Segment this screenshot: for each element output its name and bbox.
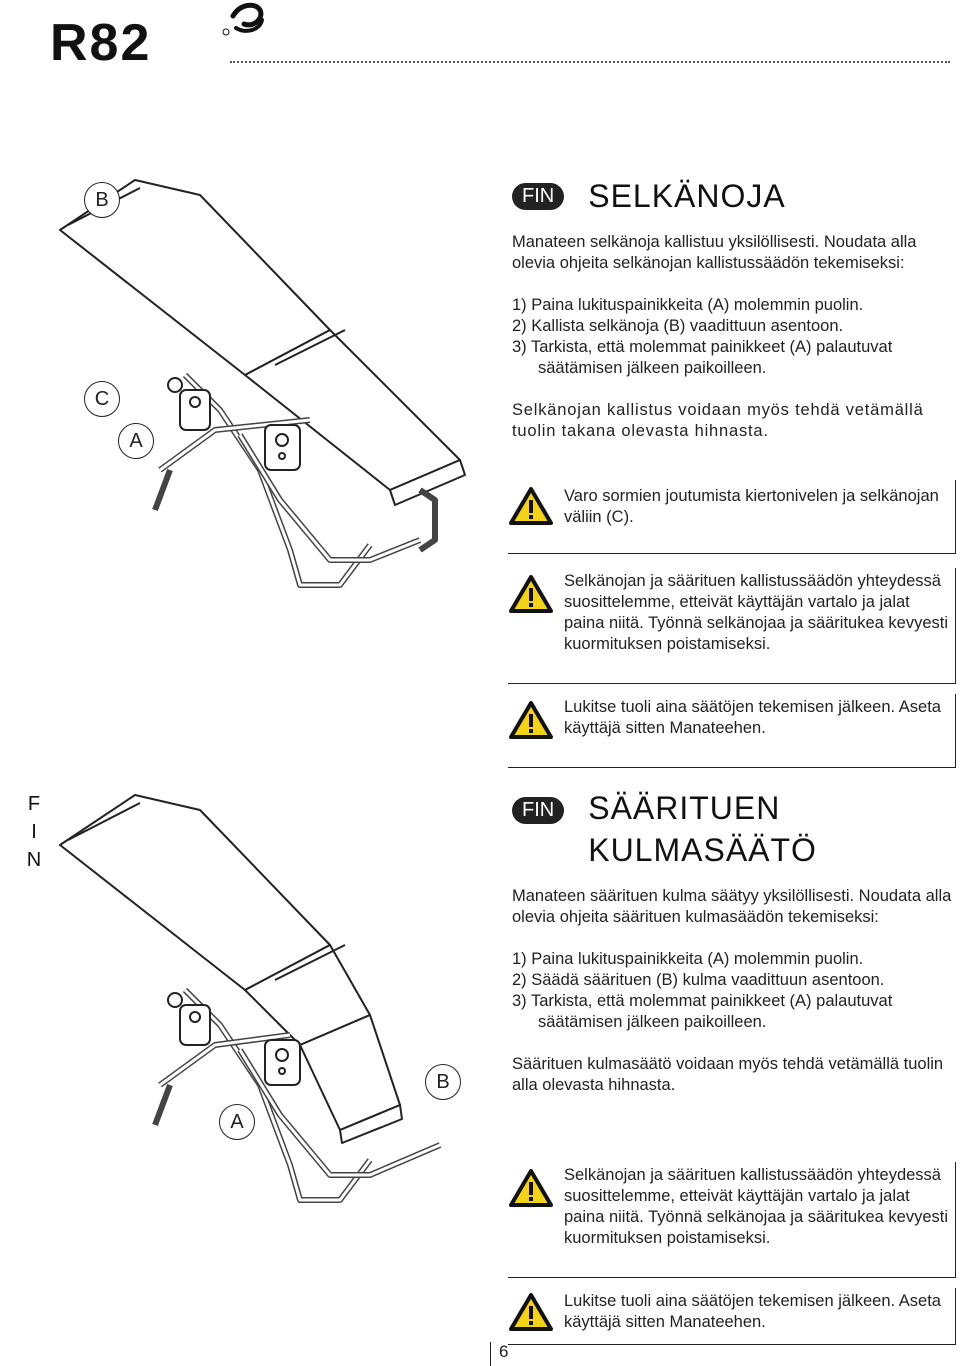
warning-icon bbox=[508, 700, 554, 745]
callout-a-backrest: A bbox=[118, 423, 154, 459]
section-title-line-1: SÄÄRITUEN bbox=[588, 790, 781, 826]
warning-box-3 bbox=[508, 694, 956, 768]
side-letter-i: I bbox=[31, 821, 37, 843]
warning-icon bbox=[508, 1292, 554, 1337]
callout-b-backrest: B bbox=[84, 182, 120, 218]
section-title-line-2: KULMASÄÄTÖ bbox=[588, 832, 817, 868]
brand-logo bbox=[50, 2, 265, 64]
note-text: Selkänojan kallistus voidaan myös tehdä vetämällä tuolin takana olevasta hihnasta. bbox=[512, 401, 924, 440]
warning-box-1 bbox=[508, 480, 956, 554]
warning-box-5 bbox=[508, 1288, 956, 1345]
section-title bbox=[588, 787, 817, 871]
section-intro bbox=[512, 232, 952, 274]
step-2: 2) Säädä säärituen (B) kulma vaadittuun asentoon. bbox=[512, 971, 885, 989]
warning-text-1: Varo sormien joutumista kiertonivelen ja selkänojan väliin (C). bbox=[564, 487, 939, 526]
step-1: 1) Paina lukituspainikkeita (A) molemmin puolin. bbox=[512, 296, 864, 314]
section-legrest-heading bbox=[512, 787, 952, 871]
step-2: 2) Kallista selkänoja (B) vaadittuun asentoon. bbox=[512, 317, 844, 335]
section-backrest-heading bbox=[512, 175, 952, 217]
side-letter-n: N bbox=[26, 849, 42, 871]
warning-box-4 bbox=[508, 1162, 956, 1278]
callout-c-backrest: C bbox=[84, 381, 120, 417]
step-3: 3) Tarkista, että molemmat painikkeet (A) palautuvat säätämisen jälkeen paikoilleen. bbox=[512, 338, 893, 377]
callout-b-legrest: B bbox=[425, 1064, 461, 1100]
warning-text-5: Lukitse tuoli aina säätöjen tekemisen jälkeen. Aseta käyttäjä sitten Manateehen. bbox=[564, 1292, 941, 1331]
chair-illustration-legrest bbox=[40, 785, 490, 1215]
callout-a-legrest: A bbox=[219, 1104, 255, 1140]
side-letter-f: F bbox=[27, 793, 41, 815]
step-3: 3) Tarkista, että molemmat painikkeet (A) palautuvat säätämisen jälkeen paikoilleen. bbox=[512, 992, 893, 1031]
section-title: SELKÄNOJA bbox=[588, 178, 786, 214]
warning-text-3: Lukitse tuoli aina säätöjen tekemisen jälkeen. Aseta käyttäjä sitten Manateehen. bbox=[564, 698, 941, 737]
section-intro bbox=[512, 886, 952, 928]
language-badge: FIN bbox=[512, 797, 564, 824]
warning-text-2: Selkänojan ja säärituen kallistussäädön yhteydessä suosittelemme, etteivät käyttäjän vartalo ja jalat paina niitä. Työnnä selkänojaa ja sääritukea kevyesti kuormituksen poistamiseksi. bbox=[564, 572, 949, 653]
warning-icon bbox=[508, 1168, 554, 1213]
steps-list bbox=[512, 949, 952, 1033]
intro-text: Manateen säärituen kulma säätyy yksilöllisesti. Noudata alla olevia ohjeita säärituen kulmasäädön tekemiseksi: bbox=[512, 887, 952, 926]
header-divider bbox=[230, 61, 950, 63]
note-text: Säärituen kulmasäätö voidaan myös tehdä vetämällä tuolin alla olevasta hihnasta. bbox=[512, 1055, 944, 1094]
section-backrest bbox=[512, 175, 952, 442]
section-legrest bbox=[512, 787, 952, 1096]
warning-icon bbox=[508, 574, 554, 619]
page-number: 6 bbox=[490, 1342, 508, 1366]
steps-list bbox=[512, 295, 952, 379]
intro-text: Manateen selkänoja kallistuu yksilöllisesti. Noudata alla olevia ohjeita selkänojan kallistussäädön tekemiseksi: bbox=[512, 233, 917, 272]
step-1: 1) Paina lukituspainikkeita (A) molemmin puolin. bbox=[512, 950, 864, 968]
brand-logo-text: R82 bbox=[50, 14, 152, 64]
warning-text-4: Selkänojan ja säärituen kallistussäädön yhteydessä suosittelemme, etteivät käyttäjän vartalo ja jalat paina niitä. Työnnä selkänojaa ja sääritukea kevyesti kuormituksen poistamiseksi. bbox=[564, 1166, 949, 1247]
warning-box-2 bbox=[508, 568, 956, 684]
language-badge: FIN bbox=[512, 183, 564, 210]
warning-icon bbox=[508, 486, 554, 531]
